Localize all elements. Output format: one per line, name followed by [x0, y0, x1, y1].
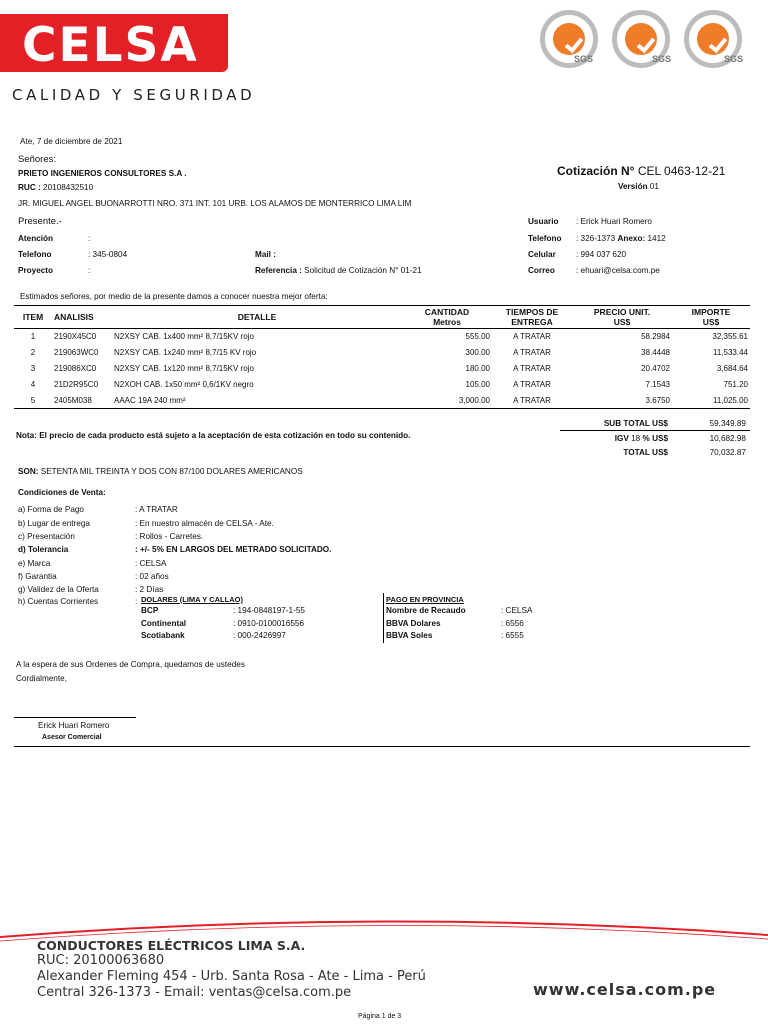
table-row: 1 2190X45C0 N2XSY CAB. 1x400 mm² 8,7/15KV rojo 555.00 A TRATAR 58.2984 32,355.61 — [30, 332, 748, 342]
greeting: Señores: — [18, 154, 57, 165]
accounts-divider — [383, 593, 384, 643]
condition-value: : 2 Días — [135, 585, 164, 594]
bank-name: BCP — [141, 606, 159, 615]
total-value: 70,032.87 — [709, 448, 746, 457]
subtotal-label: SUB TOTAL US$ — [603, 419, 668, 428]
condition-value: : Rollos - Carretes. — [135, 532, 204, 541]
account-number: : CELSA — [501, 606, 533, 615]
logo-text: CELSA — [22, 18, 199, 73]
table-row: 4 21D2R95C0 N2XOH CAB. 1x50 mm² 0,6/1KV negro 105.00 A TRATAR 7.1543 751.20 — [30, 380, 748, 389]
signature-line — [14, 717, 136, 718]
account-number: : 000-2426997 — [233, 631, 286, 640]
account-number: : 6556 — [501, 619, 524, 628]
amount-in-words: SON: SETENTA MIL TREINTA Y DOS CON 87/100 DOLARES AMERICANOS — [18, 467, 303, 476]
condition-label: g) Validez de la Oferta — [18, 585, 99, 594]
correo-label: Correo — [528, 266, 555, 275]
price-note: Nota: El precio de cada producto está sujeto a la aceptación de esta cotización en todo su contenido. — [16, 431, 411, 440]
telefono-value: : 345-0804 — [88, 250, 128, 259]
quote-version: Versión 01 — [618, 182, 659, 191]
condition-label: e) Marca — [18, 559, 51, 568]
celular-label: Celular — [528, 250, 556, 259]
condition-value: : En nuestro almacén de CELSA - Ate. — [135, 519, 274, 528]
celular-value: : 994 037 620 — [576, 250, 627, 259]
tagline: CALIDAD Y SEGURIDAD — [12, 86, 256, 104]
proyecto-value: : — [88, 266, 91, 275]
condition-label: f) Garantia — [18, 572, 57, 581]
ruc-label: RUC : — [18, 183, 41, 192]
col-entrega: TIEMPOS DE ENTREGA — [505, 307, 559, 327]
atencion-value: : — [88, 234, 91, 243]
footer-ruc: RUC: 20100063680 — [37, 953, 165, 968]
client-ruc — [18, 183, 93, 192]
seller-telefono-value: : 326-1373 Anexo: 1412 — [576, 234, 666, 243]
sgs-label: SGS — [724, 54, 744, 64]
account-number: : 6555 — [501, 631, 524, 640]
bank-name: Scotiabank — [141, 631, 185, 640]
footer-address: Alexander Fleming 454 - Urb. Santa Rosa - Ate - Lima - Perú — [37, 969, 426, 984]
telefono-label: Telefono — [18, 250, 52, 259]
condition-label: c) Presentación — [18, 532, 75, 541]
correo-value: : ehuari@celsa.com.pe — [576, 266, 660, 275]
referencia: Referencia : Solicitud de Cotización N° 01-21 — [255, 266, 422, 275]
conditions-title: Condiciones de Venta: — [18, 488, 106, 497]
section-divider — [14, 746, 750, 747]
condition-value: : 02 años — [135, 572, 169, 581]
seller-telefono-label: Telefono — [528, 234, 562, 243]
col-precio: PRECIO UNIT. US$ — [593, 307, 651, 327]
table-row: 5 2405M038 AAAC 19A 240 mm² 3,000.00 A TRATAR 3.6750 11,025.00 — [14, 393, 750, 409]
condition-value: : CELSA — [135, 559, 167, 568]
footer-company: CONDUCTORES ELÉCTRICOS LIMA S.A. — [37, 938, 306, 953]
lima-accounts-title: DOLARES (LIMA Y CALLAO) — [141, 595, 243, 604]
footer-website: www.celsa.com.pe — [533, 980, 717, 999]
account-number: : 194-0848197-1-55 — [233, 606, 305, 615]
atencion-label: Atención — [18, 234, 54, 243]
igv-label: IGV 18 % US$ — [614, 434, 668, 443]
condition-label: a) Forma de Pago — [18, 505, 84, 514]
table-row: 3 219086XC0 N2XSY CAB. 1x120 mm² 8,7/15KV rojo 180.00 A TRATAR 20.4702 3,684.64 — [30, 364, 748, 373]
usuario-label: Usuario — [528, 217, 559, 226]
sgs-label: SGS — [652, 54, 672, 64]
col-item: ITEM — [22, 312, 44, 322]
condition-label: h) Cuentas Corrientes — [18, 597, 99, 606]
condition-label: d) Tolerancia — [18, 545, 69, 554]
igv-value: 10,682.98 — [709, 434, 746, 443]
mail-label: Mail : — [255, 250, 276, 259]
col-importe: IMPORTE US$ — [691, 307, 731, 327]
signature-role: Asesor Comercial — [42, 734, 102, 741]
ruc-value: 20108432510 — [43, 183, 94, 192]
total-label: TOTAL US$ — [623, 448, 668, 457]
condition-value: : — [135, 597, 138, 606]
col-detalle: DETALLE — [237, 312, 277, 322]
client-address: JR. MIGUEL ANGEL BUONARROTTI NRO. 371 INT. 101 URB. LOS ALAMOS DE MONTERRICO LIMA LIM — [18, 199, 412, 208]
cordialmente: Cordialmente, — [16, 674, 67, 683]
table-row: 2 219063WC0 N2XSY CAB. 1x240 mm² 8,7/15 KV rojo 300.00 A TRATAR 38.4448 11,533.44 — [30, 348, 748, 357]
bank-name: BBVA Soles — [386, 631, 433, 640]
client-name: PRIETO INGENIEROS CONSULTORES S.A . — [18, 169, 187, 178]
bank-name: Continental — [141, 619, 187, 628]
bank-name: BBVA Dolares — [386, 619, 441, 628]
intro-text: Estimados señores, por medio de la presente damos a conocer nuestra mejor oferta: — [20, 292, 328, 301]
col-analisis: ANALISIS — [54, 312, 94, 322]
col-cantidad: CANTIDAD Metros — [424, 307, 470, 327]
subtotal-value: 59,349.89 — [709, 419, 746, 428]
footer-contact: Central 326-1373 - Email: ventas@celsa.com.pe — [37, 985, 352, 1000]
provincia-accounts-title: PAGO EN PROVINCIA — [386, 595, 464, 604]
closing-text: A la espera de sus Ordenes de Compra, quedamos de ustedes — [16, 660, 245, 669]
condition-value: : +/- 5% EN LARGOS DEL METRADO SOLICITADO. — [135, 545, 332, 554]
presente: Presente.- — [18, 216, 62, 227]
sgs-label: SGS — [574, 54, 594, 64]
document-date: Ate, 7 de diciembre de 2021 — [20, 137, 123, 146]
signature-name: Erick Huari Romero — [38, 721, 110, 730]
bank-name: Nombre de Recaudo — [386, 606, 466, 615]
usuario-value: : Erick Huari Romero — [576, 217, 652, 226]
proyecto-label: Proyecto — [18, 266, 54, 275]
items-table — [14, 305, 750, 409]
condition-value: : A TRATAR — [135, 505, 178, 514]
account-number: : 0910-0100016556 — [233, 619, 305, 628]
page-number: Página 1 de 3 — [358, 1013, 402, 1020]
totals-divider — [560, 430, 750, 431]
condition-label: b) Lugar de entrega — [18, 519, 90, 528]
quote-number: Cotización N° CEL 0463-12-21 — [557, 164, 726, 178]
